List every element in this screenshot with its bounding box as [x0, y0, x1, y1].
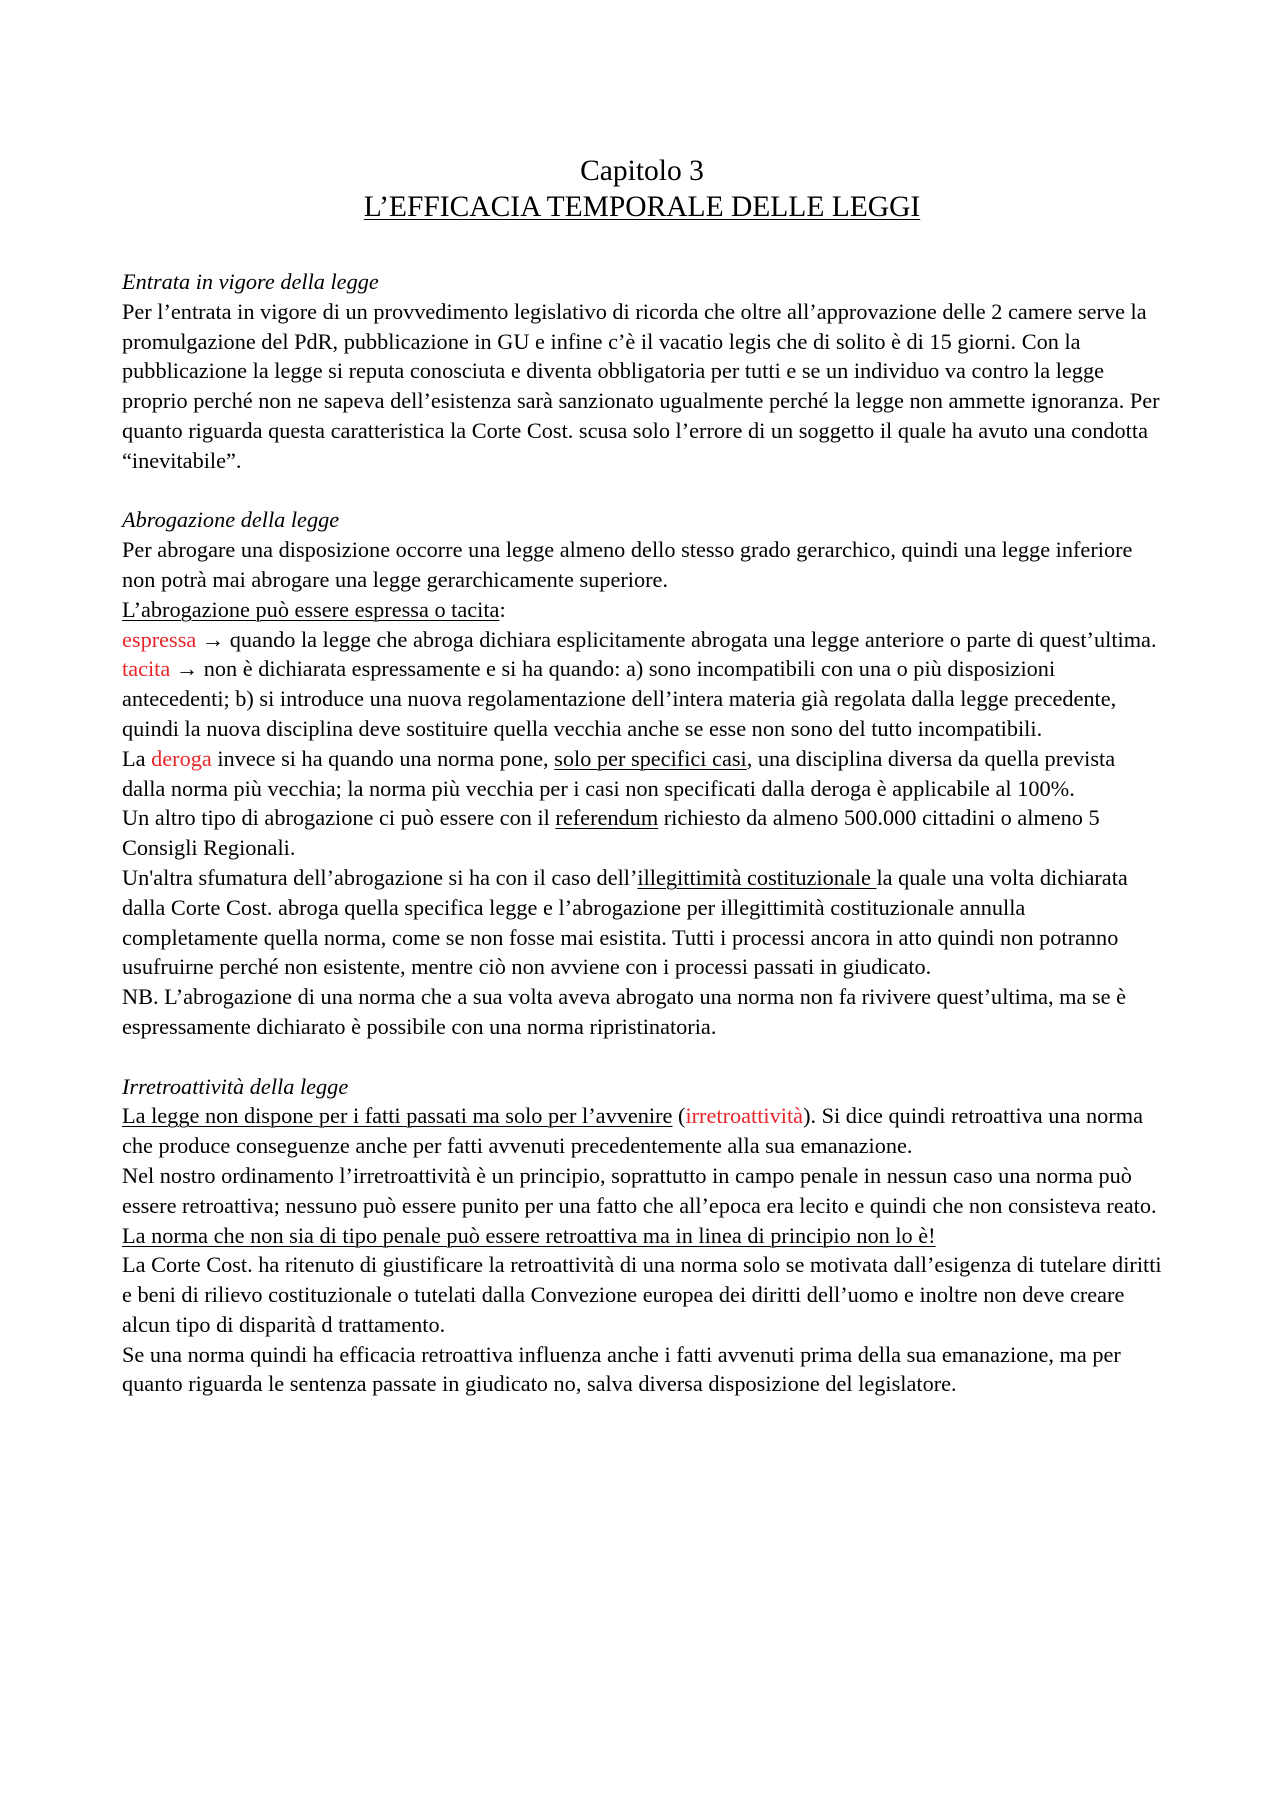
term-espressa: espressa [122, 626, 197, 652]
paragraph-abrogazione-types [122, 595, 1162, 625]
arrow-icon: → [175, 656, 199, 682]
espressa-text: quando la legge che abroga dichiara esplicitamente abrogata una legge anteriore o parte di quest’ultima. [224, 626, 1157, 652]
paragraph-abrogazione-intro: Per abrogare una disposizione occorre una legge almeno dello stesso grado gerarchico, quindi una legge inferiore non potrà mai abrogare una legge gerarchicamente superiore. [122, 537, 1133, 592]
referendum-post: richiesto da almeno 500.000 cittadini o almeno 5 Consigli Regionali. [122, 805, 1100, 861]
paragraph-nb: NB. L’abrogazione di una norma che a sua volta aveva abrogato una norma non fa rivivere quest’ultima, ma se è espressamente dichiarato è possibile con una norma ripristinatoria. [122, 984, 1127, 1039]
paragraph-espressa [122, 625, 1162, 655]
irretro-underlined: La legge non dispone per i fatti passati ma solo per l’avvenire [122, 1103, 673, 1129]
types-intro-underlined: L’abrogazione può essere espressa o tacita [122, 596, 500, 622]
section-heading-irretroattivita: Irretroattività della legge [122, 1073, 349, 1099]
irretro-post: ). Si dice quindi retroattiva una norma che produce conseguenze anche per fatti avvenuti precedentemente alla sua emanazione. [122, 1103, 1143, 1159]
paragraph-irretro-3 [122, 1221, 1162, 1251]
arrow-icon: → [201, 626, 225, 652]
illegittimita-post: la quale una volta dichiarata dalla Corte Cost. abroga quella specifica legge e l’abrogazione per illegittimità costituzionale annulla completamente quella norma, come se non fosse mai esistita. Tutti i processi ancora in atto quindi non potranno usufruirne perché non esistente, mentre ciò non avviene con i processi passati in giudicato. [122, 864, 1128, 980]
irretro-open: ( [672, 1103, 686, 1129]
paragraph-illegittimita [122, 863, 1162, 982]
term-tacita: tacita [122, 656, 171, 682]
deroga-underlined: solo per specifici casi [554, 745, 747, 771]
irretro-3-underlined: La norma che non sia di tipo penale può essere retroattiva ma in linea di principio non lo è! [122, 1222, 936, 1248]
paragraph-tacita [122, 654, 1162, 743]
tacita-text: non è dichiarata espressamente e si ha quando: a) sono incompatibili con una o più disposizioni antecedenti; b) si introduce una nuova regolamentazione dell’intera materia già regolata dalla legge precedente, quindi la nuova disciplina deve sostituire quella vecchia anche se esse non sono del tutto incompatibili. [122, 656, 1117, 741]
document-page [122, 153, 1162, 1399]
referendum-pre: Un altro tipo di abrogazione ci può essere con il [122, 805, 556, 831]
illegittimita-underlined: illegittimità costituzionale [637, 864, 877, 890]
referendum-underlined: referendum [555, 805, 659, 831]
paragraph-irretro-5: Se una norma quindi ha efficacia retroattiva influenza anche i fatti avvenuti prima della sua emanazione, ma per quanto riguarda le sentenza passate in giudicato no, salva diversa disposizione del legislatore. [122, 1341, 1121, 1397]
paragraph-referendum [122, 803, 1162, 863]
types-colon: : [499, 596, 506, 622]
deroga-post: , una disciplina diversa da quella prevista dalla norma più vecchia; la norma più vecchia per i casi non specificati dalla deroga è applicabile al 100%. [122, 745, 1116, 801]
section-heading-abrogazione: Abrogazione della legge [122, 507, 340, 533]
chapter-number: Capitolo 3 [580, 155, 704, 187]
paragraph-irretro-1 [122, 1101, 1162, 1161]
paragraph-entrata: Per l’entrata in vigore di un provvedimento legislativo di ricorda che oltre all’approvazione delle 2 camere serve la promulgazione del PdR, pubblicazione in GU e infine c’è il vacatio legis che di solito è di 15 giorni. Con la pubblicazione la legge si reputa conosciuta e diventa obbligatoria per tutti e se un individuo va contro la legge proprio perché non ne sapeva dell’esistenza sarà sanzionato ugualmente perché la legge non ammette ignoranza. Per quanto riguarda questa caratteristica la Corte Cost. scusa solo l’errore di un soggetto il quale ha avuto una condotta “inevitabile”. [122, 298, 1160, 473]
deroga-mid: invece si ha quando una norma pone, [211, 745, 555, 771]
section-heading-entrata: Entrata in vigore della legge [122, 269, 379, 294]
term-irretroattivita: irretroattività [685, 1103, 804, 1129]
illegittimita-pre: Un'altra sfumatura dell’abrogazione si ha con il caso dell’ [122, 864, 638, 890]
paragraph-deroga [122, 744, 1162, 804]
paragraph-irretro-4: La Corte Cost. ha ritenuto di giustificare la retroattività di una norma solo se motivata dall’esigenza di tutelare diritti e beni di rilievo costituzionale o tutelati dalla Convezione europea dei diritti dell’uomo e inoltre non deve creare alcun tipo di disparità d trattamento. [122, 1252, 1162, 1337]
chapter-title: L’EFFICACIA TEMPORALE DELLE LEGGI [363, 191, 921, 223]
deroga-pre: La [122, 745, 152, 771]
paragraph-irretro-2: Nel nostro ordinamento l’irretroattività è un principio, soprattutto in campo penale in nessun caso una norma può essere retroattiva; nessuno può essere punito per una fatto che all’epoca era lecito e quindi che non consisteva reato. [122, 1162, 1157, 1218]
term-deroga: deroga [151, 745, 212, 771]
